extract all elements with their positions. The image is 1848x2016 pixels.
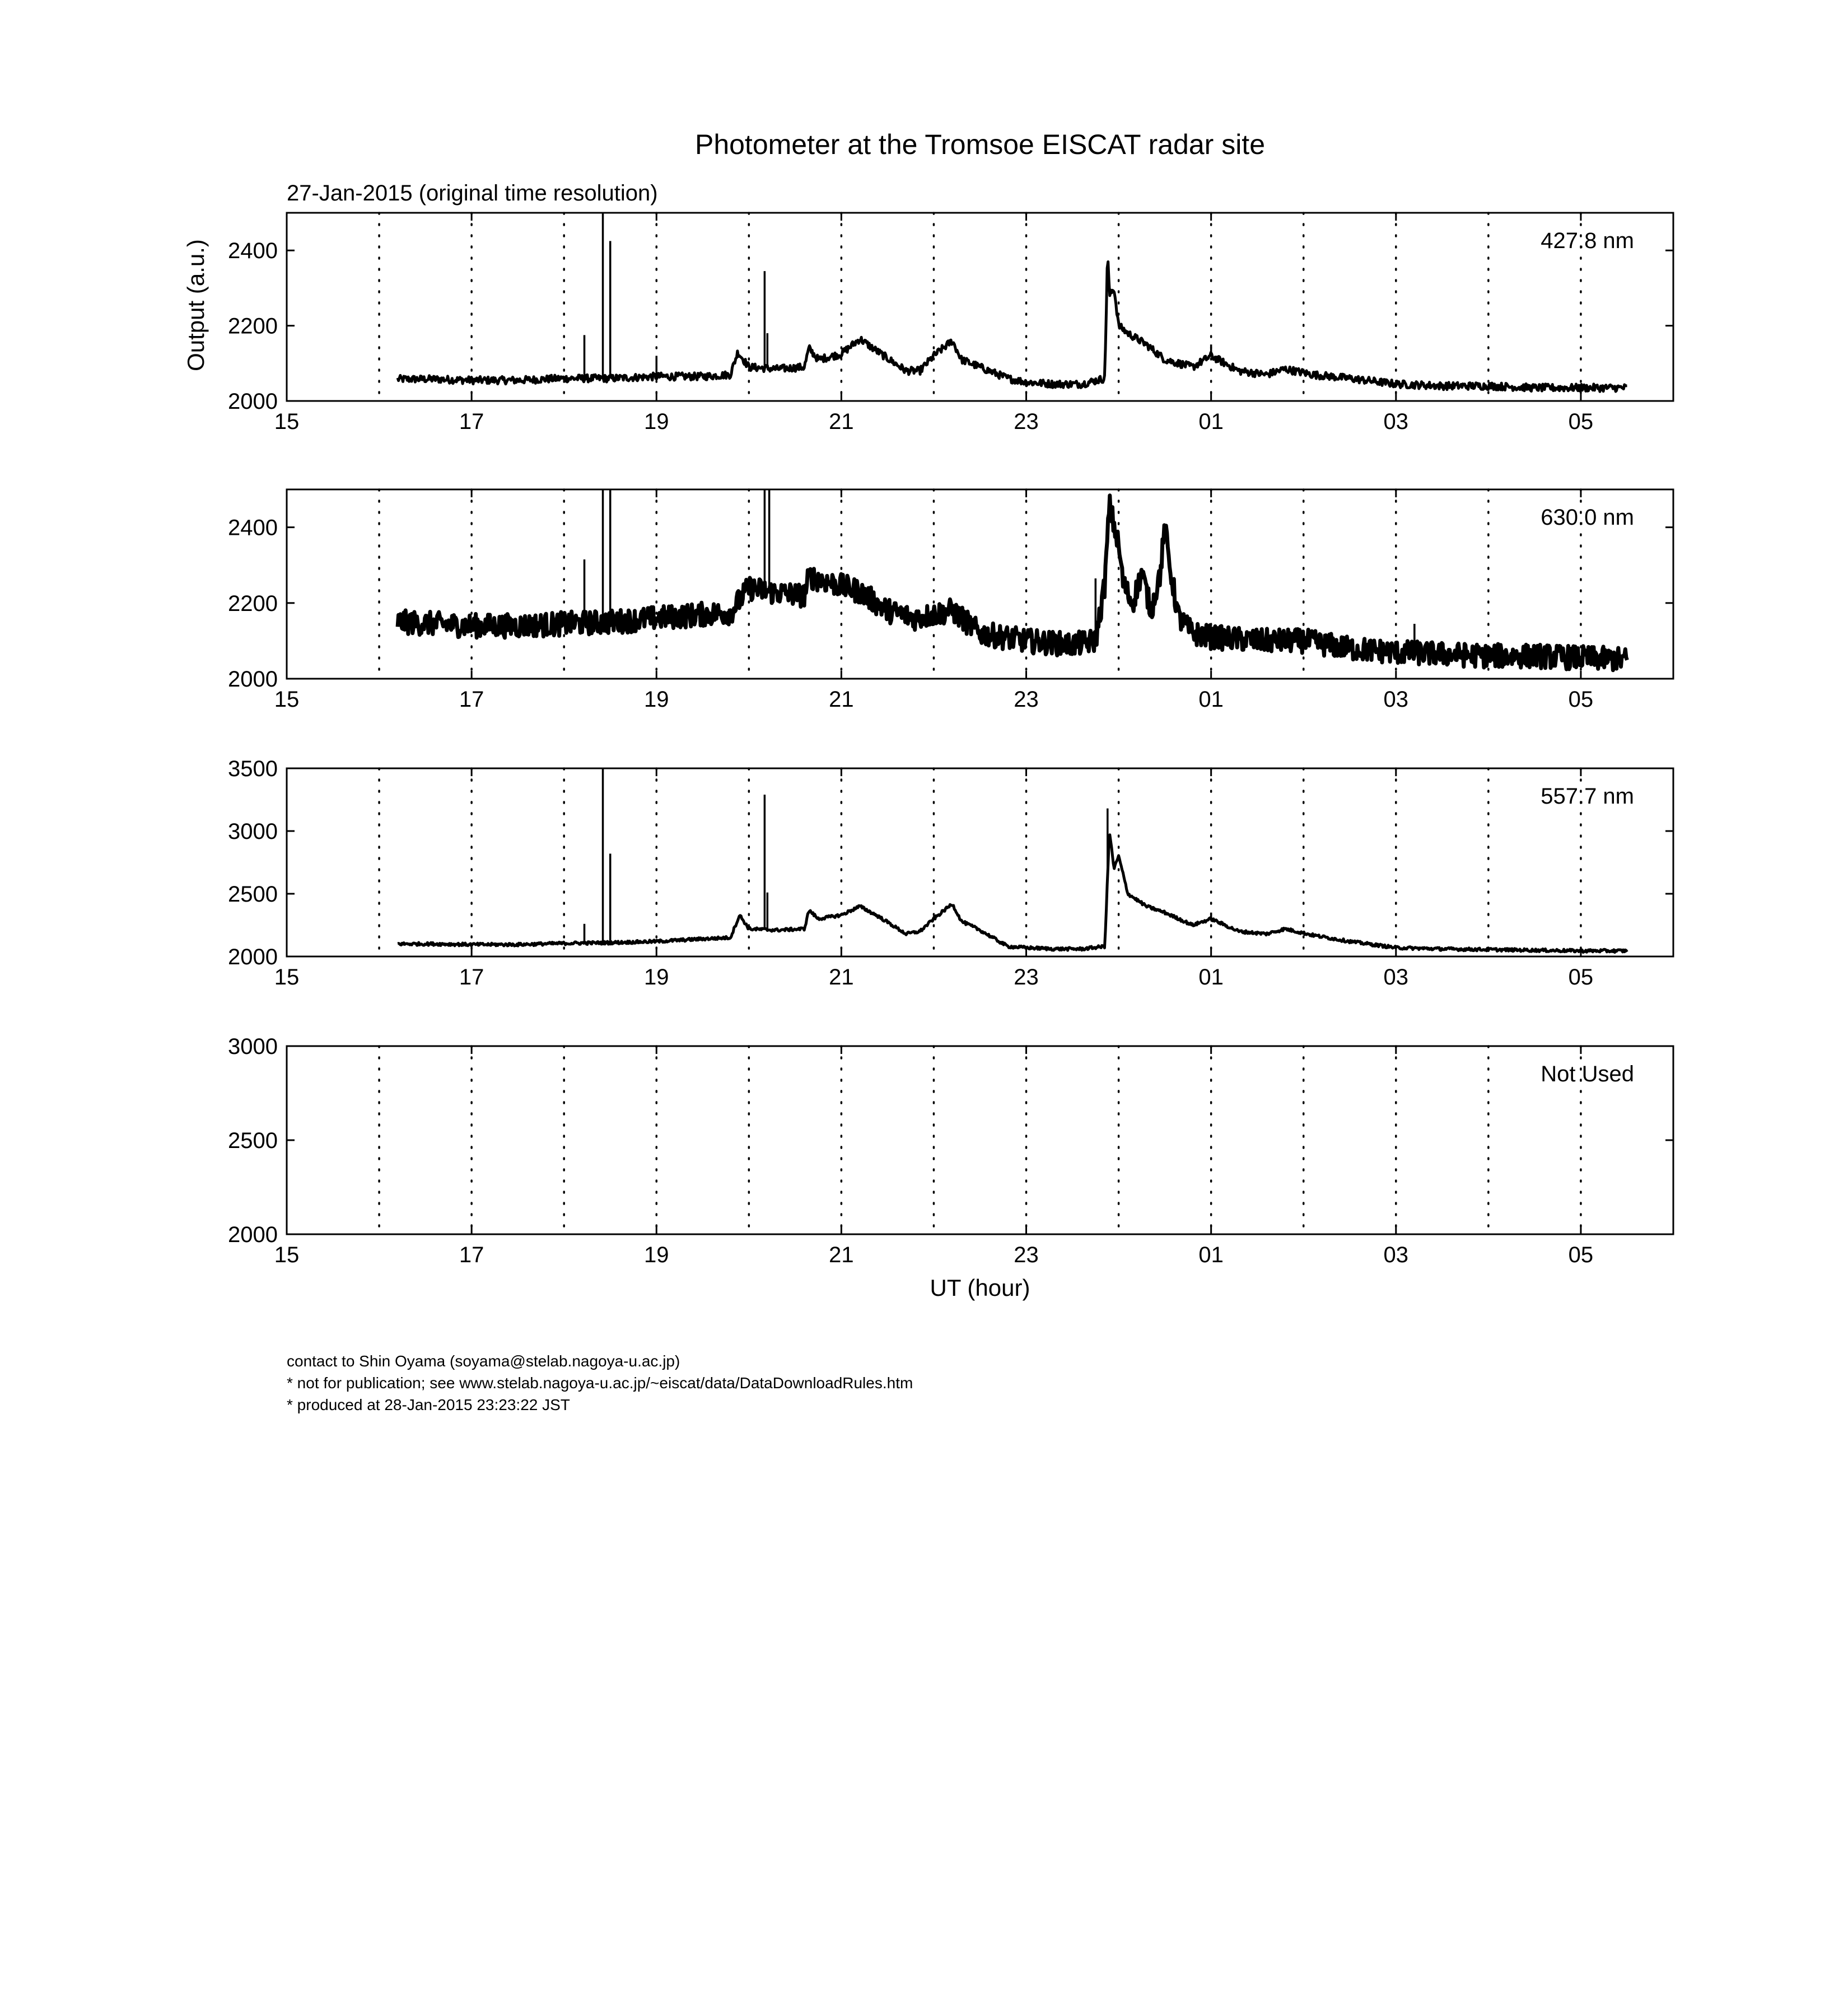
footnote-contact: contact to Shin Oyama (soyama@stelab.nagoya-u.ac.jp) <box>287 1352 680 1370</box>
x-tick-label: 05 <box>1568 965 1594 990</box>
y-tick-label: 2000 <box>228 389 278 414</box>
y-tick-label: 2200 <box>228 591 278 616</box>
x-tick-label: 01 <box>1198 1243 1224 1267</box>
x-tick-label: 17 <box>459 965 484 990</box>
y-tick-label: 2000 <box>228 945 278 969</box>
footnote-rules: * not for publication; see www.stelab.nagoya-u.ac.jp/~eiscat/data/DataDownloadRules.htm <box>287 1374 913 1392</box>
panel-4 <box>228 1034 1673 1267</box>
x-tick-label: 19 <box>644 687 669 712</box>
panel-1 <box>228 213 1673 434</box>
x-tick-label: 03 <box>1383 1243 1409 1267</box>
x-tick-label: 21 <box>829 1243 854 1267</box>
figure-title: Photometer at the Tromsoe EISCAT radar site <box>694 129 1266 160</box>
y-axis-label: Output (a.u.) <box>183 239 209 371</box>
panel-frame <box>287 213 1673 401</box>
series-line <box>398 496 1627 670</box>
x-tick-label: 01 <box>1198 965 1224 990</box>
panel-label: 630.0 nm <box>1541 505 1634 530</box>
x-tick-label: 03 <box>1383 687 1409 712</box>
series-line <box>398 262 1627 392</box>
x-tick-label: 19 <box>644 1243 669 1267</box>
x-tick-label: 15 <box>274 1243 300 1267</box>
x-tick-label: 05 <box>1568 1243 1594 1267</box>
panel-frame <box>287 1046 1673 1234</box>
panel-2 <box>228 489 1673 712</box>
panel-frame <box>287 768 1673 956</box>
x-tick-label: 15 <box>274 965 300 990</box>
y-tick-label: 2400 <box>228 515 278 540</box>
panel-label: 427.8 nm <box>1541 228 1634 253</box>
x-tick-label: 03 <box>1383 409 1409 434</box>
x-tick-label: 21 <box>829 965 854 990</box>
panel-label: 557.7 nm <box>1541 784 1634 809</box>
footnote-produced: * produced at 28-Jan-2015 23:23:22 JST <box>287 1396 570 1413</box>
x-tick-label: 23 <box>1014 965 1039 990</box>
y-tick-label: 2000 <box>228 667 278 692</box>
y-tick-label: 3000 <box>228 819 278 844</box>
y-tick-label: 2200 <box>228 314 278 339</box>
y-tick-label: 3000 <box>228 1034 278 1059</box>
panels <box>228 213 1673 1267</box>
x-tick-label: 17 <box>459 1243 484 1267</box>
x-tick-label: 23 <box>1014 687 1039 712</box>
figure-subtitle: 27-Jan-2015 (original time resolution) <box>287 181 658 206</box>
x-tick-label: 19 <box>644 409 669 434</box>
x-tick-label: 21 <box>829 409 854 434</box>
y-tick-label: 3500 <box>228 757 278 781</box>
x-tick-label: 19 <box>644 965 669 990</box>
x-tick-label: 23 <box>1014 409 1039 434</box>
x-tick-label: 03 <box>1383 965 1409 990</box>
x-tick-label: 05 <box>1568 409 1594 434</box>
x-tick-label: 17 <box>459 409 484 434</box>
y-tick-label: 2500 <box>228 882 278 907</box>
x-axis-label: UT (hour) <box>930 1275 1030 1301</box>
y-tick-label: 2000 <box>228 1222 278 1247</box>
y-tick-label: 2400 <box>228 239 278 264</box>
x-tick-label: 01 <box>1198 409 1224 434</box>
x-tick-label: 23 <box>1014 1243 1039 1267</box>
x-tick-label: 15 <box>274 409 300 434</box>
series-line <box>398 835 1627 953</box>
panel-3 <box>228 757 1673 990</box>
x-tick-label: 15 <box>274 687 300 712</box>
x-tick-label: 21 <box>829 687 854 712</box>
x-tick-label: 17 <box>459 687 484 712</box>
y-tick-label: 2500 <box>228 1128 278 1153</box>
x-tick-label: 05 <box>1568 687 1594 712</box>
panel-label: Not Used <box>1541 1062 1634 1086</box>
x-tick-label: 01 <box>1198 687 1224 712</box>
